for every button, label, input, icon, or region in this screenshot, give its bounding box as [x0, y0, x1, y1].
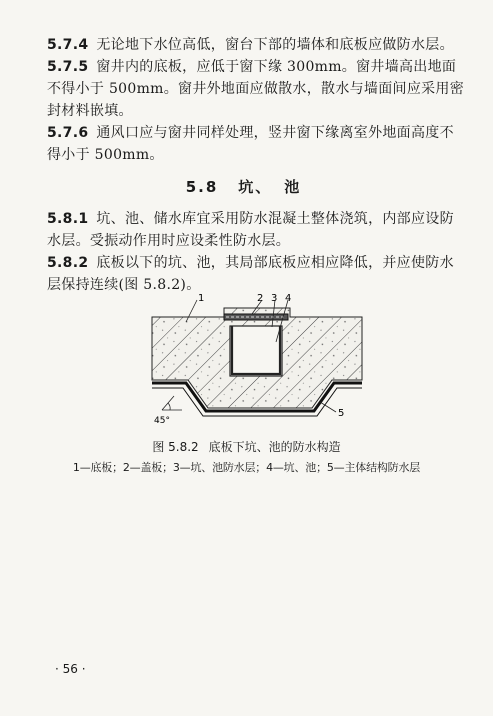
clause-number: 5.8.1 — [47, 211, 89, 227]
page-number: · 56 · — [55, 662, 86, 676]
figure-legend: 1—底板；2—盖板；3—坑、池防水层；4—坑、池；5—主体结构防水层 — [72, 461, 421, 474]
clause-text: 窗井内的底板，应低于窗下缘 300mm。窗井墙高出地面不得小于 500mm。窗井外地面应做散水，散水与墙面间应采用密封材料嵌填。 — [47, 59, 465, 119]
section-heading — [0, 176, 493, 197]
callout-4: 4 — [285, 293, 292, 304]
callout-2: 2 — [257, 293, 264, 304]
clause-number: 5.7.5 — [47, 59, 89, 75]
clause-5-7-6 — [47, 122, 467, 166]
callout-3: 3 — [271, 293, 278, 304]
clause-number: 5.8.2 — [47, 255, 89, 271]
clause-5-7-5 — [47, 56, 467, 122]
section-title-part: 池 — [284, 178, 302, 196]
clause-5-8-2 — [47, 252, 467, 296]
figure-caption — [0, 438, 493, 455]
pit-void — [230, 326, 282, 376]
clause-text: 坑、池、储水库宜采用防水混凝土整体浇筑，内部应设防水层。受振动作用时应设柔性防水层。 — [47, 211, 454, 249]
callout-5: 5 — [338, 408, 345, 419]
figure-number: 图 5.8.2 — [152, 440, 199, 454]
section-number: 5.8 — [185, 178, 219, 196]
clause-number: 5.7.6 — [47, 125, 89, 141]
clause-text: 通风口应与窗井同样处理，竖井窗下缘离室外地面高度不得小于 500mm。 — [47, 125, 454, 163]
clause-text: 无论地下水位高低，窗台下部的墙体和底板应做防水层。 — [96, 37, 454, 53]
angle-label: 45° — [154, 416, 170, 426]
pit-waterproofing-diagram — [140, 292, 370, 432]
angle-indicator — [162, 396, 182, 410]
figure-title: 底板下坑、池的防水构造 — [208, 440, 341, 454]
section-title-part: 坑、 — [238, 178, 273, 196]
callout-1: 1 — [198, 293, 205, 304]
clause-5-7-4 — [47, 34, 467, 56]
clause-text: 底板以下的坑、池，其局部底板应相应降低，并应使防水层保持连续(图 5.8.2)。 — [47, 255, 454, 293]
clause-5-8-1 — [47, 208, 467, 252]
clause-number: 5.7.4 — [47, 37, 89, 53]
leader-line-5 — [320, 402, 336, 412]
